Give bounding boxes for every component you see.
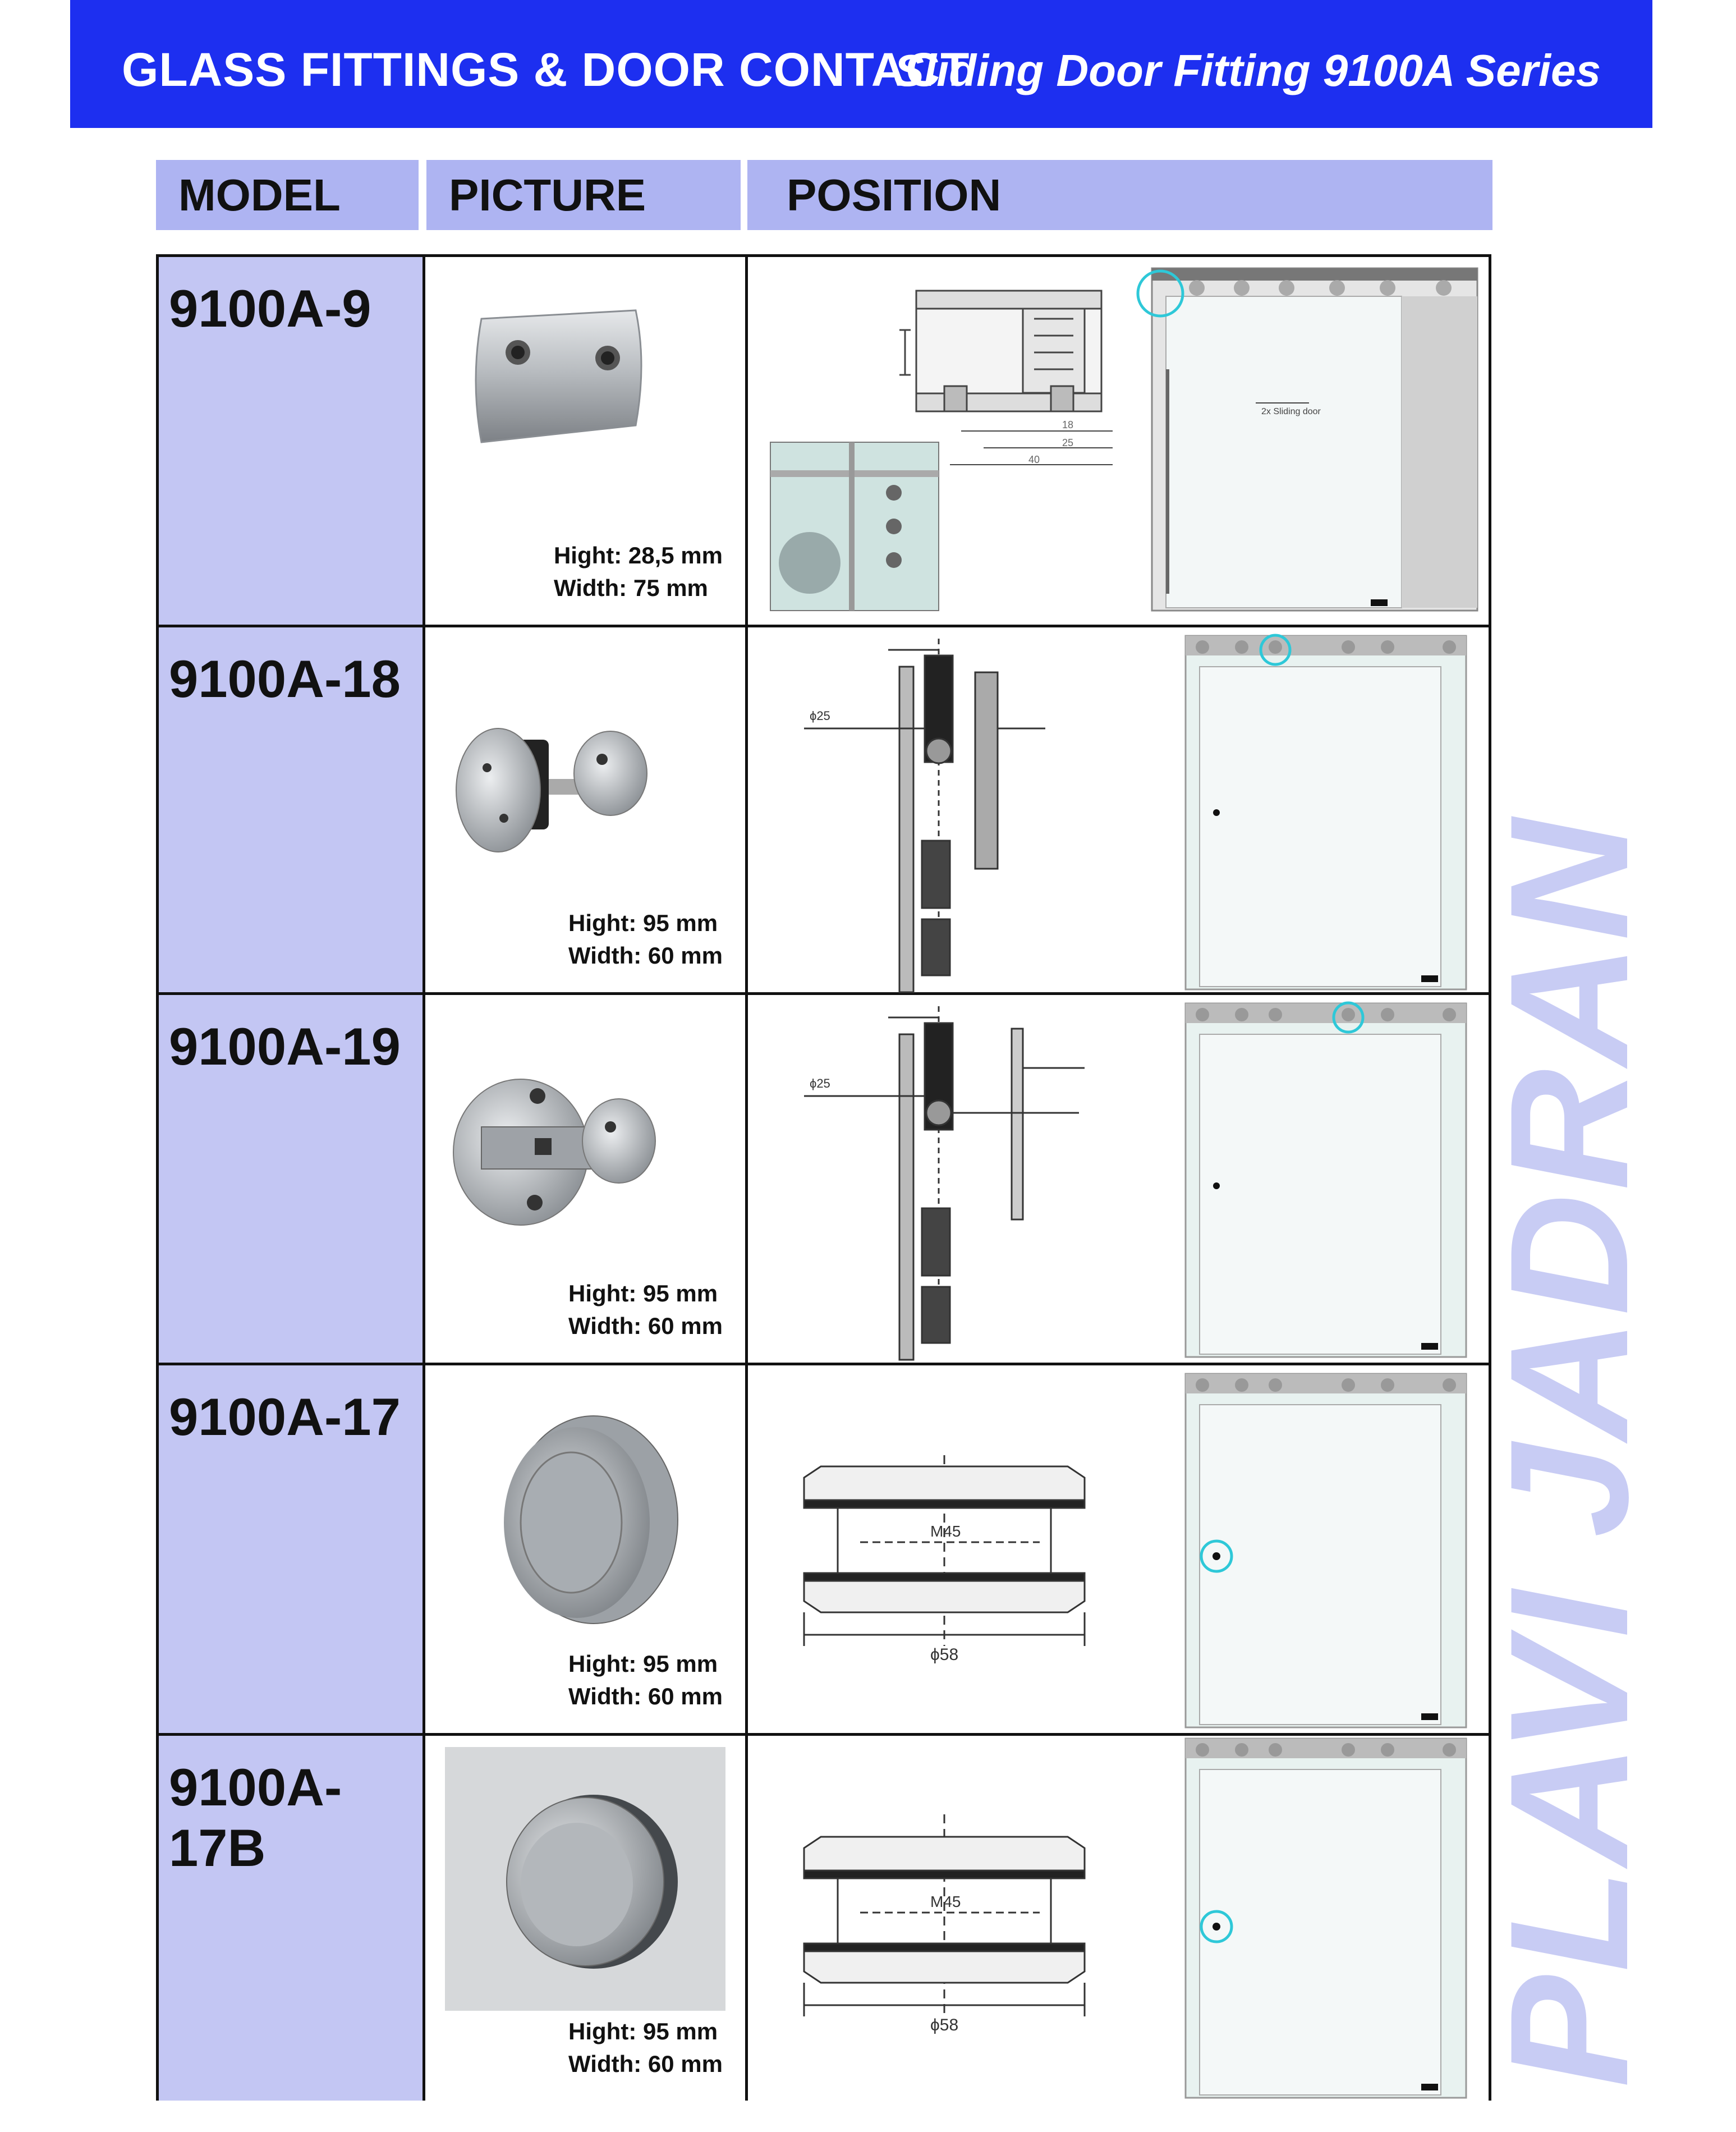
- dim-phi58: ϕ58: [930, 1645, 959, 1664]
- installation-photo: [770, 442, 939, 611]
- dim-phi58: ϕ58: [930, 2016, 959, 2034]
- model-label: 9100A-17B: [169, 1758, 342, 1877]
- door-note: 2x Sliding door: [1261, 407, 1321, 416]
- banner-subtitle: Sliding Door Fitting 9100A Series: [894, 45, 1601, 95]
- position-drawings: [748, 257, 1489, 622]
- position-cell: [748, 1365, 1489, 1733]
- model-label: 9100A-9: [169, 279, 371, 338]
- dim-m45: M45: [930, 1893, 961, 1910]
- column-header-model-label: MODEL: [178, 169, 341, 220]
- section-drawing: [804, 1006, 1085, 1360]
- dim-phi25: ϕ25: [810, 709, 830, 723]
- height-label: Hight: 95 mm: [568, 1280, 718, 1306]
- banner-title: GLASS FITTINGS & DOOR CONTACT: [122, 43, 970, 96]
- width-label: Width: 60 mm: [568, 1313, 723, 1339]
- position-cell: [748, 257, 1489, 625]
- model-cell: [159, 257, 425, 625]
- table-row: [159, 627, 1489, 995]
- watermark-text: PLAVI JADRAN: [1475, 815, 1663, 2088]
- model-label: 9100A-19: [169, 1017, 401, 1076]
- table-row: [159, 257, 1489, 627]
- model-label: 9100A-17: [169, 1387, 401, 1446]
- dimensions: [568, 1648, 723, 1713]
- position-drawings: [748, 627, 1489, 992]
- position-drawings: [748, 995, 1489, 1360]
- door-elevation: [1138, 268, 1477, 611]
- width-label: Width: 60 mm: [568, 942, 723, 969]
- position-drawings: [748, 1736, 1489, 2101]
- dimensions: [554, 539, 723, 604]
- door-elevation: [1186, 1003, 1466, 1357]
- dim-18: 18: [1062, 419, 1074, 430]
- model-label: 9100A-18: [169, 649, 401, 708]
- page-banner: [70, 0, 1652, 128]
- model-cell: [159, 1736, 425, 2101]
- picture-cell: [425, 1365, 748, 1733]
- height-label: Hight: 95 mm: [568, 910, 718, 936]
- dim-phi25: ϕ25: [810, 1076, 830, 1090]
- section-drawing: [804, 639, 1045, 992]
- door-elevation: [1186, 1374, 1466, 1727]
- dim-40: 40: [1028, 454, 1040, 465]
- position-cell: [748, 627, 1489, 992]
- dim-m45: M45: [930, 1523, 961, 1540]
- table-row: [159, 995, 1489, 1365]
- product-table: [156, 254, 1491, 2101]
- watermark: [1475, 253, 1663, 2105]
- table-row: [159, 1365, 1489, 1736]
- dimensions: [568, 1277, 723, 1342]
- section-drawing: [899, 291, 1113, 465]
- width-label: Width: 60 mm: [568, 2051, 723, 2077]
- width-label: Width: 75 mm: [553, 575, 708, 601]
- position-cell: [748, 995, 1489, 1363]
- picture-cell: [425, 257, 748, 625]
- handle-section-drawing: [804, 1455, 1085, 1646]
- position-drawings: [748, 1365, 1489, 1730]
- model-cell: [159, 627, 425, 992]
- position-cell: [748, 1736, 1489, 2101]
- picture-cell: [425, 1736, 748, 2101]
- column-header-model: [156, 160, 419, 230]
- column-header-position-label: POSITION: [787, 169, 1002, 220]
- column-header-picture-label: PICTURE: [449, 169, 646, 220]
- model-cell: [159, 995, 425, 1363]
- dim-25: 25: [1062, 437, 1074, 448]
- height-label: Hight: 28,5 mm: [553, 542, 723, 568]
- dimensions: [568, 907, 723, 972]
- door-elevation: [1186, 635, 1466, 989]
- column-header-position: [747, 160, 1492, 230]
- height-label: Hight: 95 mm: [568, 1650, 718, 1677]
- door-elevation: [1186, 1739, 1466, 2098]
- model-cell: [159, 1365, 425, 1733]
- picture-cell: [425, 995, 748, 1363]
- width-label: Width: 60 mm: [568, 1683, 723, 1709]
- height-label: Hight: 95 mm: [568, 2018, 718, 2044]
- table-row: [159, 1736, 1489, 2101]
- column-header-picture: [426, 160, 741, 230]
- dimensions: [568, 2015, 723, 2080]
- picture-cell: [425, 627, 748, 992]
- handle-section-drawing: [804, 1814, 1085, 2016]
